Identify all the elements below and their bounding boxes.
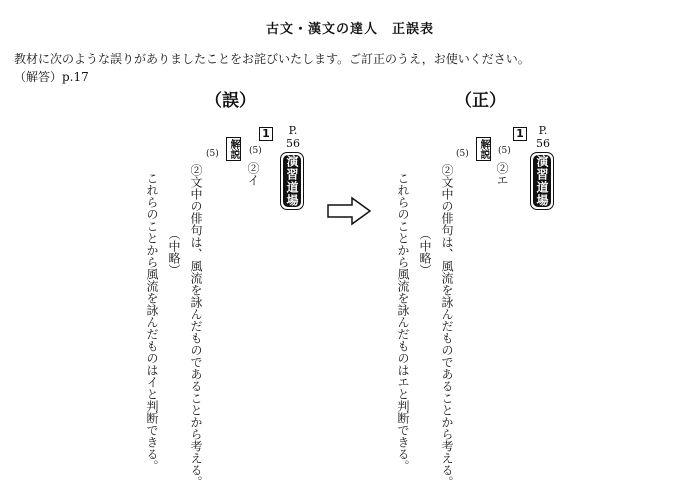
explanation-line-1: ②文中の俳句は、風流を詠んだものであることから考える。 <box>440 164 454 488</box>
page-number: 56 <box>286 137 300 150</box>
subquestion-number-2: (5) <box>456 149 469 159</box>
panel-label-incorrect: （誤） <box>205 91 256 111</box>
answer-line: ②エ <box>495 162 509 186</box>
explanation-line-1: ②文中の俳句は、風流を詠んだものであることから考える。 <box>189 164 203 488</box>
enshu-dojo-badge <box>280 152 304 210</box>
page-reference <box>532 124 554 150</box>
kaisetsu-label: 解説 <box>478 139 489 159</box>
badge-text: 演習道場 <box>535 155 549 207</box>
answer-line: ②イ <box>246 162 260 186</box>
right-arrow-icon <box>326 196 372 226</box>
subquestion-number-2: (5) <box>206 149 219 159</box>
page-reference <box>282 124 304 150</box>
subquestion-number: (5) <box>498 146 511 156</box>
page-prefix: P. <box>538 124 548 137</box>
answer-reference: （解答）p.17 <box>14 70 89 84</box>
badge-text: 演習道場 <box>285 155 299 207</box>
omission-mark: （中略） <box>167 228 181 276</box>
kaisetsu-label: 解説 <box>228 139 239 159</box>
subquestion-number: (5) <box>249 146 262 156</box>
question-number-box: 1 <box>513 127 527 141</box>
page-number: 56 <box>536 137 550 150</box>
panel-label-correct: （正） <box>455 91 506 111</box>
apology-text: 教材に次のような誤りがありましたことをお詫びいたします。ご訂正のうえ，お使いください。 <box>14 52 530 66</box>
explanation-line-3: これらのことから風流を詠んだものはイと判断できる。 <box>145 172 159 472</box>
omission-mark: （中略） <box>418 228 432 276</box>
page-prefix: P. <box>288 124 298 137</box>
enshu-dojo-badge <box>530 152 554 210</box>
explanation-line-3: これらのことから風流を詠んだものはエと判断できる。 <box>396 172 410 472</box>
page-title: 古文・漢文の達人 正誤表 <box>265 22 434 37</box>
question-number-box: 1 <box>259 127 273 141</box>
